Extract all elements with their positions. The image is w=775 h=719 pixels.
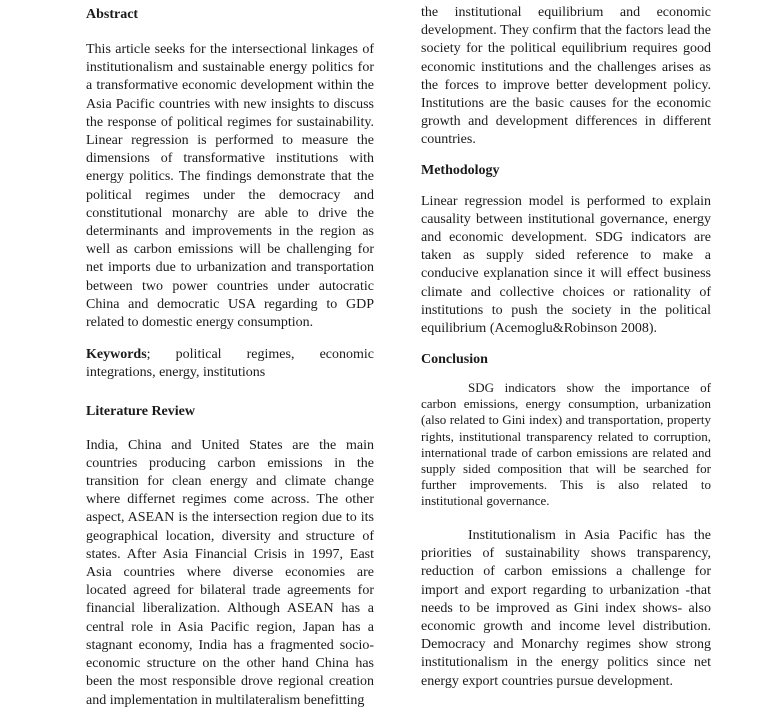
- conclusion-heading: Conclusion: [421, 352, 488, 368]
- keywords-text: ; political regimes, economic integrations, energy, institutions: [86, 347, 374, 381]
- methodology-text: Linear regression model is performed to explain causality between institutional governance, energy and economic development. SDG indicators are taken as supply sided reference to make a conducive explanation since it will effect business climate and collective choices or rationality of institutions to push the society in the political equilibrium (Acemoglu&Robinson 2008).: [421, 193, 711, 337]
- abstract-text: This article seeks for the intersectional linkages of institutionalism and sustainable energy politics for a transformative economic development within the Asia Pacific countries with new insights to discuss the response of political regimes for sustainability. Linear regression is performed to measure the dimensions of transformative institutions with energy politics. The findings demonstrate that the political regimes under the democracy and constitutional monarchy are able to drive the determinants and improvements in the region as well as carbon emissions will be challenging for net imports due to urbanization and transportation between two power countries under autocratic China and democratic USA regarding to GDP related to domestic energy consumption.: [86, 42, 374, 331]
- left-column: [86, 0, 374, 710]
- keywords-label: Keywords: [86, 347, 147, 363]
- right-column: [421, 0, 711, 691]
- conclusion-paragraph-1: SDG indicators show the importance of carbon emissions, energy consumption, urbanization (also related to Gini index) and transportation, property rights, institutional transparency related to corruption, international trade of carbon emissions are related and supply sided composition that will be searched for further improvements. This is also related to institutional governance.: [421, 380, 711, 508]
- literature-review-text: India, China and United States are the main countries producing carbon emissions in the transition for clean energy and climate change where differnet regimes come across. The other aspect, ASEAN is the intersection region due to its geographical location, diversity and structure of states. After Asia Financial Crisis in 1997, East Asia countries where diverse economies are located agreed for bilateral trade agreements for financial liberalization. Although ASEAN has a central role in Asia Pacific region, Japan has a stagnant economy, India has a fragmented socio-economic structure on the other hand China has been the most responsible drove regional creation and implementation in multilateralism benefitting: [86, 437, 374, 708]
- methodology-heading: Methodology: [421, 162, 500, 178]
- literature-review-heading: Literature Review: [86, 403, 195, 419]
- keywords: [86, 346, 374, 382]
- continued-text: the institutional equilibrium and economic development. They confirm that the factors lead the society for the political equilibrium requires good economic institutions and the challenges arises as the forces to improve better development policy. Institutions are the basic causes for the economic growth and development differences in different countries.: [421, 5, 711, 148]
- abstract-heading: Abstract: [86, 7, 139, 22]
- conclusion-paragraph-2: Institutionalism in Asia Pacific has the priorities of sustainability shows transparency, reduction of carbon emissions a challenge for import and export regarding to urbanization -that needs to be improved as Gini index shows- also economic growth and income level distribution. Democracy and Monarchy regimes show strong institutionalism in the energy politics since net energy export countries pursue development.: [421, 528, 711, 689]
